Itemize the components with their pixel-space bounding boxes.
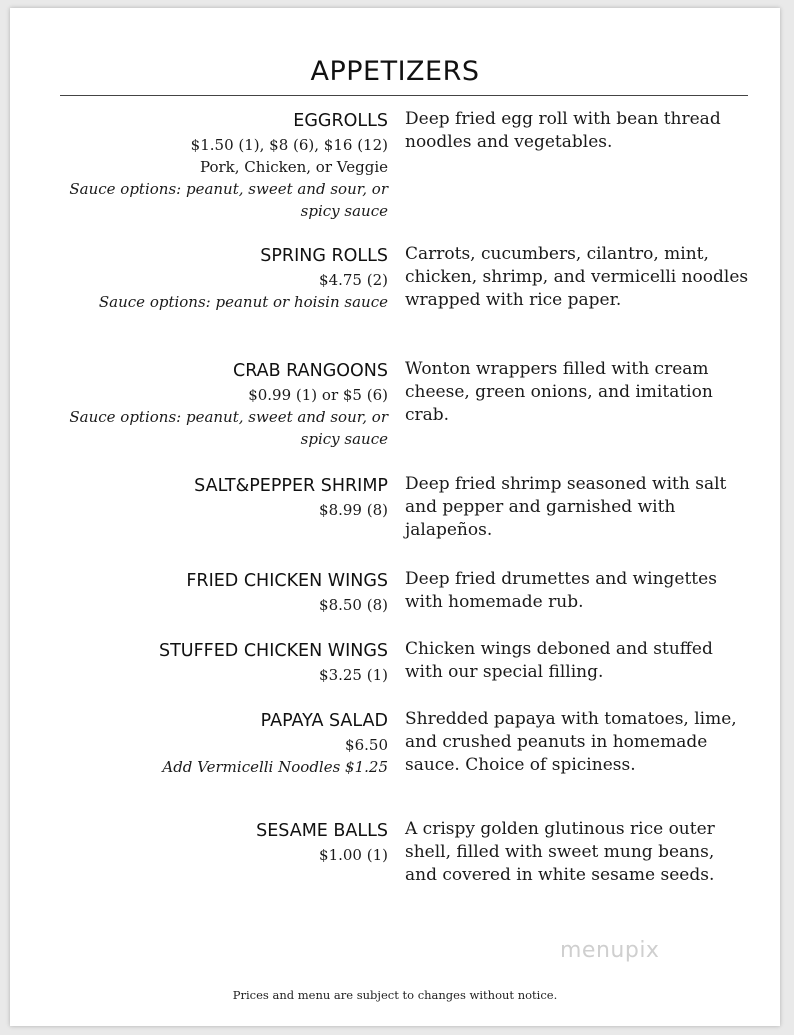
menu-item-price: $0.99 (1) or $5 (6) (248, 386, 388, 404)
menu-item-name: SPRING ROLLS (260, 246, 388, 266)
menu-item-price: $6.50 (345, 736, 388, 754)
menu-item-details (48, 473, 388, 521)
menu-item-price: $8.99 (8) (319, 501, 388, 519)
menu-item-option: Sauce options: peanut or hoisin sauce (98, 293, 388, 311)
menu-item-option: Add Vermicelli Noodles $1.25 (162, 758, 388, 776)
menu-item-option: spicy sauce (300, 430, 388, 448)
menu-item-details (48, 243, 388, 313)
menu-item-description: Carrots, cucumbers, cilantro, mint, chicken, shrimp, and vermicelli noodles wrapped with rice paper. (405, 244, 749, 310)
menu-item-option: spicy sauce (300, 202, 388, 220)
menu-item-description: Deep fried drumettes and wingettes with homemade rub. (405, 569, 717, 612)
menu-page (10, 8, 780, 1026)
menu-item-description: Shredded papaya with tomatoes, lime, and crushed peanuts in homemade sauce. Choice of spiciness. (405, 709, 737, 775)
menu-item-price: $4.75 (2) (319, 271, 388, 289)
menu-item-name: STUFFED CHICKEN WINGS (158, 641, 388, 661)
menu-item-description: Deep fried shrimp seasoned with salt and pepper and garnished with jalapeños. (405, 474, 727, 540)
menu-item-option: Sauce options: peanut, sweet and sour, or (69, 408, 388, 426)
menu-item-price: $8.50 (8) (319, 596, 388, 614)
section-title: APPETIZERS (310, 56, 480, 87)
menu-item-name: SALT&PEPPER SHRIMP (194, 476, 388, 496)
menu-item-description: Deep fried egg roll with bean thread noodles and vegetables. (405, 109, 721, 152)
menu-item-note: Pork, Chicken, or Veggie (200, 158, 388, 176)
menu-item-details (48, 708, 388, 778)
footer-note: Prices and menu are subject to changes without notice. (232, 988, 558, 1002)
menu-item-details (48, 108, 388, 222)
menu-item-details (48, 818, 388, 866)
menu-item-details (48, 638, 388, 686)
menu-item-description: A crispy golden glutinous rice outer shell, filled with sweet mung beans, and covered in white sesame seeds. (405, 819, 715, 885)
menu-item-details (48, 358, 388, 450)
title-divider (60, 95, 748, 96)
menu-item-name: PAPAYA SALAD (260, 711, 388, 731)
menu-item-details (48, 568, 388, 616)
menu-item-price: $3.25 (1) (319, 666, 388, 684)
menu-item-name: EGGROLLS (293, 111, 388, 131)
watermark: menupix (560, 938, 660, 963)
menu-item-option: Sauce options: peanut, sweet and sour, or (69, 180, 388, 198)
menu-item-name: SESAME BALLS (256, 821, 388, 841)
menu-item-price: $1.00 (1) (319, 846, 388, 864)
menu-item-name: CRAB RANGOONS (232, 361, 388, 381)
menu-item-price: $1.50 (1), $8 (6), $16 (12) (190, 136, 388, 154)
menu-item-description: Chicken wings deboned and stuffed with our special filling. (405, 639, 713, 682)
menu-item-name: FRIED CHICKEN WINGS (186, 571, 388, 591)
menu-item-description: Wonton wrappers filled with cream cheese, green onions, and imitation crab. (405, 359, 713, 425)
